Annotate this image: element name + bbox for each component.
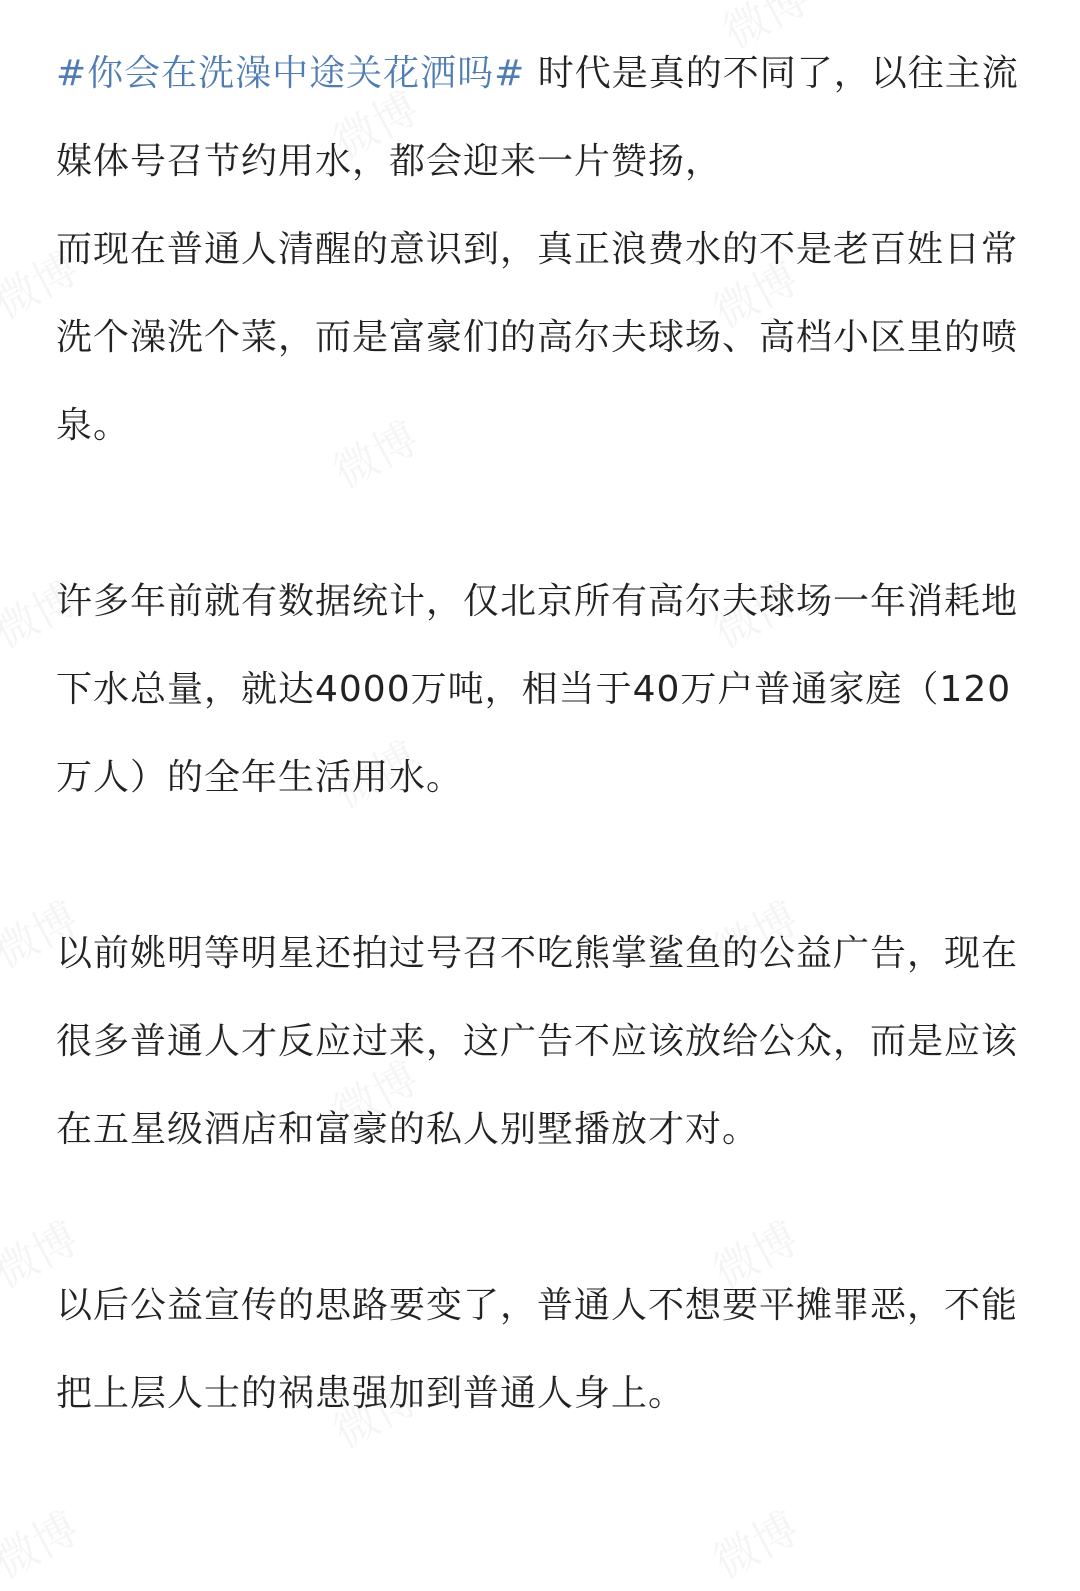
paragraph-spacer [56, 822, 1031, 910]
paragraph-2: 许多年前就有数据统计，仅北京所有高尔夫球场一年消耗地下水总量，就达4000万吨，相当于40万户普通家庭（120万人）的全年生活用水。 [56, 581, 1019, 798]
watermark [0, 1493, 88, 1591]
post-body [56, 30, 1031, 1438]
paragraph-1 [56, 30, 1031, 206]
paragraph-3: 以前姚明等明星还拍过号召不吃熊掌鲨鱼的公益广告，现在很多普通人才反应过来，这广告不应该放给公众，而是应该在五星级酒店和富豪的私人别墅播放才对。 [56, 933, 1019, 1150]
paragraph-1-text: 时代是真的不同了，以往主流媒体号召节约用水，都会迎来一片赞扬， [56, 53, 1019, 182]
paragraph-4: 以后公益宣传的思路要变了，普通人不想要平摊罪恶，不能把上层人士的祸患强加到普通人身上。 [56, 1285, 1019, 1414]
paragraph-1-continued: 而现在普通人清醒的意识到，真正浪费水的不是老百姓日常洗个澡洗个菜，而是富豪们的高尔夫球场、高档小区里的喷泉。 [56, 229, 1019, 446]
watermark [700, 1493, 808, 1591]
paragraph-spacer [56, 1174, 1031, 1262]
paragraph-spacer [56, 470, 1031, 558]
hashtag-link[interactable]: #你会在洗澡中途关花洒吗# [56, 53, 526, 94]
